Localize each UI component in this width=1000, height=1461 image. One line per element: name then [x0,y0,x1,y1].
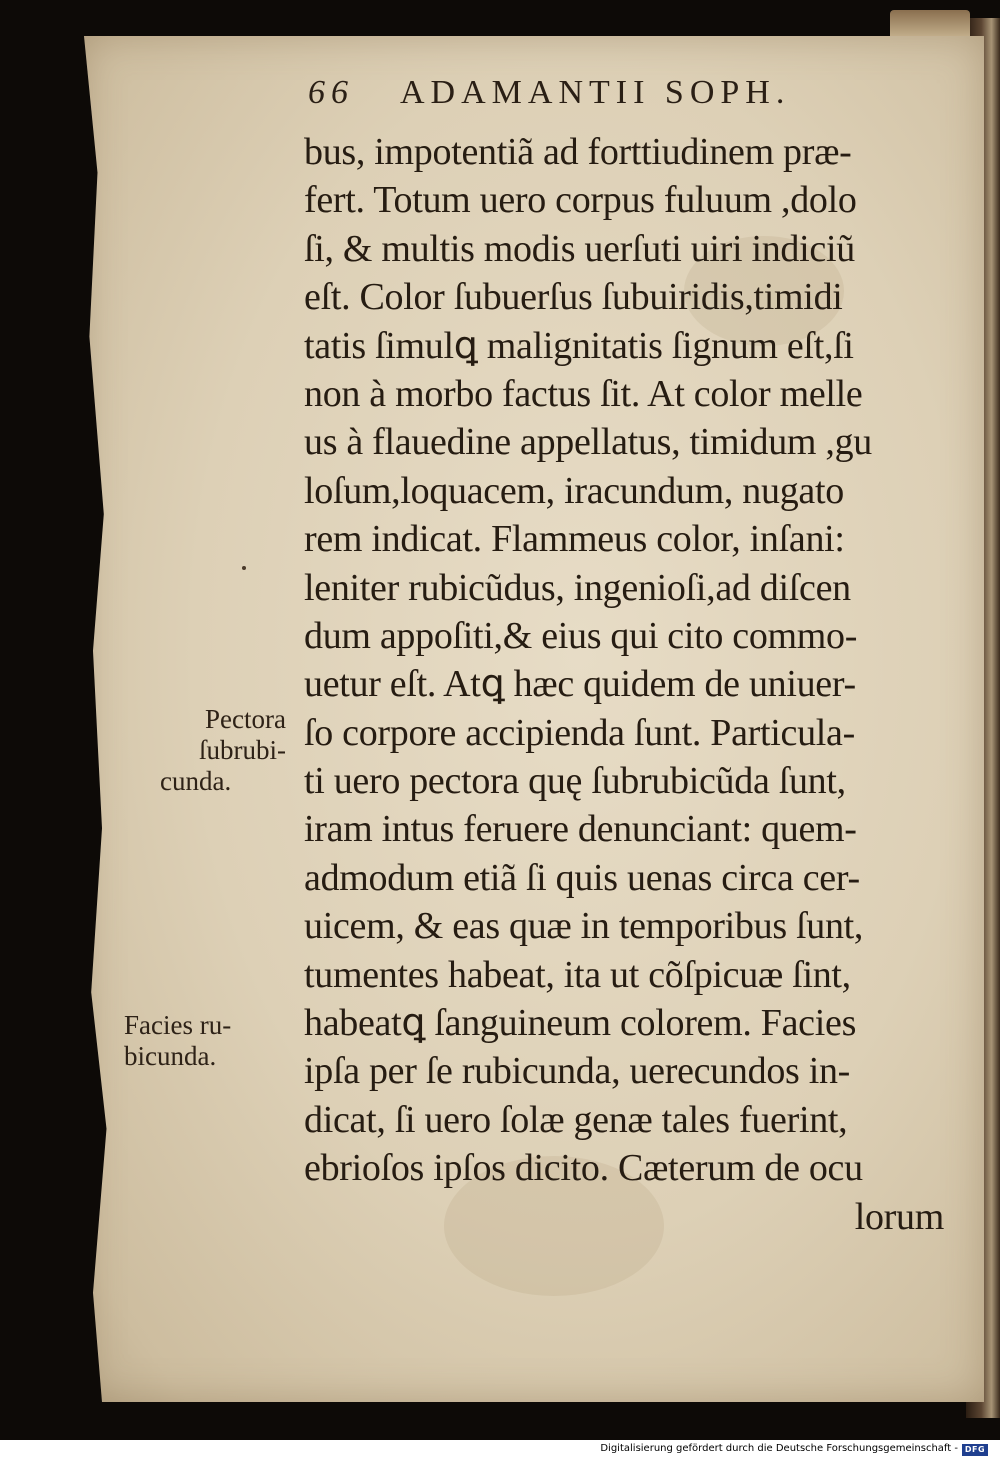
ink-speck [242,566,246,570]
text-line: ſo corpore accipienda ſunt. Particula- [304,711,855,754]
funding-credit: Digitalisierung gefördert durch die Deutsche Forschungsgemeinschaft - [600,1443,958,1454]
text-line: ſi, & multis modis uerſuti uiri indiciũ [304,227,855,270]
margin-note-facies [124,1010,288,1072]
margin-note-line: bicunda. [124,1041,217,1071]
text-line: leniter rubicũdus, ingenioſi,ad diſcen [304,566,851,609]
text-line: dicat, ſi uero ſolæ genæ tales fuerint, [304,1098,848,1141]
margin-note-line: Facies ru- [124,1010,232,1040]
text-line: admodum etiã ſi quis uenas circa cer- [304,856,860,899]
text-line: loſum,loquacem, iracundum, nugato [304,469,844,512]
text-line: us à flauedine appellatus, timidum ,gu [304,421,872,464]
text-line: tatis ſimulꝗ malignitatis ſignum eſt,ſi [304,324,854,367]
footer-bar [0,1440,1000,1461]
margin-note-line: ſubrubi- [199,735,286,765]
text-line: habeatꝗ ſanguineum colorem. Facies [304,1002,857,1045]
margin-note-pectora [140,704,286,797]
text-line: ti uero pectora quę ſubrubicũda ſunt, [304,760,846,803]
text-line: iram intus feruere denunciant: quem- [304,808,857,851]
text-line: bus, impotentiã ad forttiudinem præ- [304,131,852,173]
text-line: eſt. Color ſubuerſus ſubuiridis,timidi [304,276,843,319]
body-text [304,128,964,1241]
book-clasp [890,10,970,40]
running-title: ADAMANTII SOPH. [400,74,791,111]
margin-note-line: Pectora [205,704,286,734]
text-line: tumentes habeat, ita ut cõſpicuæ ſint, [304,953,851,996]
catchword: lorum [854,1195,944,1238]
text-line: fert. Totum uero corpus fuluum ,dolo [304,179,857,222]
text-line: ebrioſos ipſos dicito. Cæterum de ocu [304,1147,863,1190]
text-line: non à morbo factus ſit. At color melle [304,372,863,415]
text-line: uicem, & eas quæ in temporibus ſunt, [304,905,864,948]
text-line: uetur eſt. Atꝗ hæc quidem de uniuer- [304,663,856,706]
dfg-logo: DFG [962,1444,988,1456]
text-line: ipſa per ſe rubicunda, uerecundos in- [304,1050,851,1093]
text-line: dum appoſiti,& eius qui cito commo- [304,614,858,657]
page-number: 66 [308,74,354,111]
text-line: rem indicat. Flammeus color, inſani: [304,518,845,561]
margin-note-line: cunda. [160,766,232,796]
running-header [308,74,868,124]
